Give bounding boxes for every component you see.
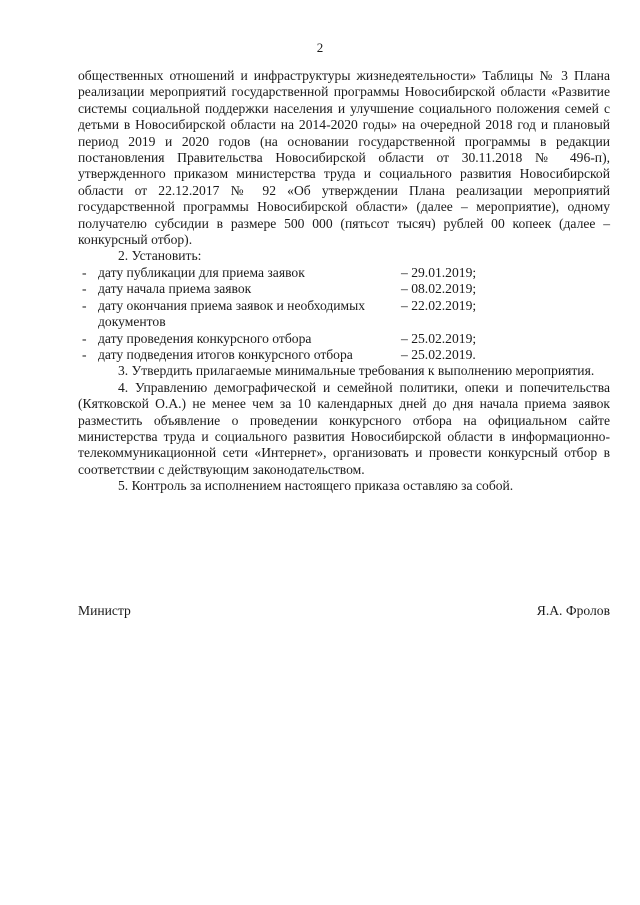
date-value: – 25.02.2019; — [401, 330, 477, 346]
list-item — [78, 281, 610, 297]
date-value: – 22.02.2019; — [401, 297, 477, 313]
date-value: – 08.02.2019; — [401, 281, 477, 297]
item-4-paragraph: 4. Управлению демографической и семейной политики, опеки и попечительства (Кятковской О.А.) не менее чем за 10 календарных дней до дня начала приема заявок разместить объявление о проведении конкурсного отбора на официальном сайте министерства труда и социального развития Новосибирской области в информационно-телекоммуникационной сети «Интернет», организовать и провести конкурсный отбор в соответствии с действующим законодательством. — [78, 379, 610, 477]
signatory-position: Министр — [78, 603, 131, 618]
document-body — [78, 68, 610, 495]
item-5-paragraph: 5. Контроль за исполнением настоящего приказа оставляю за собой. — [118, 478, 514, 494]
date-label: дату начала приема заявок — [98, 281, 252, 297]
date-value: – 29.01.2019; — [401, 264, 477, 280]
list-item — [78, 298, 610, 331]
list-dash: - — [82, 281, 87, 297]
list-dash: - — [82, 346, 87, 362]
dates-list — [78, 265, 610, 363]
item-2-heading: 2. Установить: — [118, 248, 202, 264]
signatory-name: Я.А. Фролов — [536, 603, 610, 618]
date-label: дату публикации для приема заявок — [98, 264, 305, 280]
date-label: дату окончания приема заявок и необходимых документов — [98, 297, 366, 330]
paragraph-continuation: общественных отношений и инфраструктуры жизнедеятельности» Таблицы № 3 Плана реализации мероприятий государственной программы Новосибирской области «Развитие системы социальной поддержки населения и улучшение социального положения семей с детьми в Новосибирской области на 2014-2020 годы» на очередной 2018 год и плановый период 2019 и 2020 годов (на основании государственной программы в редакции постановления Правительства Новосибирской области от 30.11.2018 № 496-п), утвержденного приказом министерства труда и социального развития Новосибирской области от 22.12.2017 № 92 «Об утверждении Плана реализации мероприятий государственной программы Новосибирской области» (далее – мероприятие), одному получателю субсидии в размере 500 000 (пятьсот тысяч) рублей 00 копеек (далее – конкурсный отбор). — [78, 68, 610, 248]
item-3-paragraph: 3. Утвердить прилагаемые минимальные требования к выполнению мероприятия. — [118, 363, 595, 379]
date-value: – 25.02.2019. — [401, 346, 476, 362]
list-item — [78, 347, 610, 363]
list-dash: - — [82, 297, 87, 313]
page-number: 2 — [316, 40, 324, 55]
list-dash: - — [82, 330, 87, 346]
list-dash: - — [82, 264, 87, 280]
date-label: дату проведения конкурсного отбора — [98, 330, 312, 346]
date-label: дату подведения итогов конкурсного отбора — [98, 346, 353, 362]
signature-block — [78, 603, 610, 619]
list-item — [78, 265, 610, 281]
list-item — [78, 331, 610, 347]
